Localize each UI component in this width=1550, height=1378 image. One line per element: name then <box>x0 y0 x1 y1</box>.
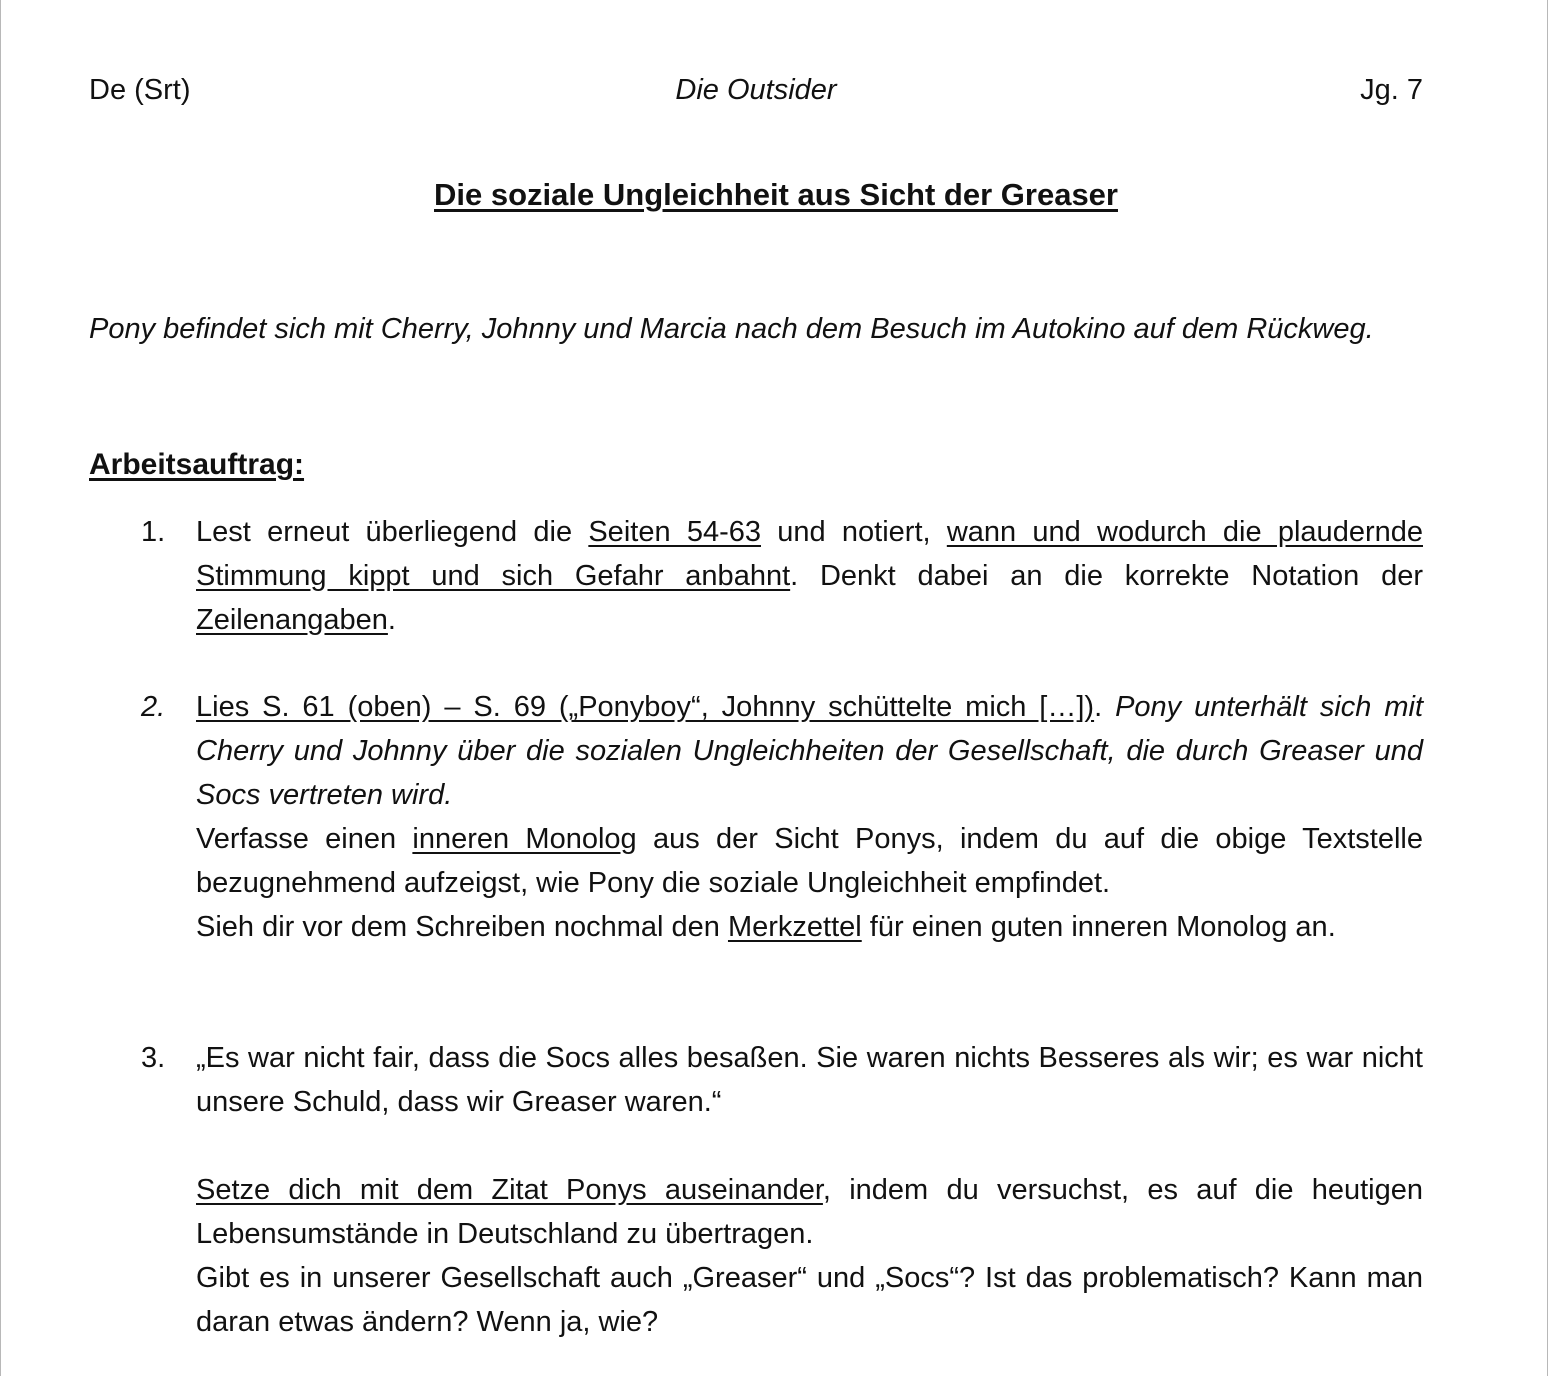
text: Sieh dir vor dem Schreiben nochmal den <box>196 911 728 943</box>
task-paragraph <box>196 905 1423 949</box>
page-header <box>89 72 1423 108</box>
quote-text: „Es war nicht fair, dass die Socs alles besaßen. Sie waren nichts Besseres als wir; es war nicht unsere Schuld, dass wir Greaser waren.“ <box>196 1042 1423 1118</box>
text: Gibt es in unserer Gesellschaft auch „Greaser“ und „Socs“? Ist das problematisch? Kann man daran etwas ändern? Wenn ja, wie? <box>196 1262 1423 1338</box>
task-body <box>196 510 1423 642</box>
text: Verfasse einen <box>196 823 413 855</box>
header-grade: Jg. 7 <box>1360 74 1423 106</box>
intro-text: Pony befindet sich mit Cherry, Johnny und Marcia nach dem Besuch im Autokino auf dem Rückweg. <box>89 313 1374 345</box>
task-number: 2. <box>141 691 166 723</box>
underlined-text: Zeilenangaben <box>196 604 388 636</box>
text: Lest erneut überliegend die <box>196 516 589 548</box>
text: . <box>1094 691 1116 723</box>
underlined-text: Merkzettel <box>727 911 862 943</box>
task-number: 1. <box>141 516 166 548</box>
text: und notiert, <box>761 516 947 548</box>
task-number: 3. <box>141 1042 166 1074</box>
header-subject: De (Srt) <box>89 74 191 106</box>
text: . Denkt dabei an die korrekte Notation der <box>790 560 1424 592</box>
task-paragraph <box>196 817 1423 905</box>
quote-paragraph <box>196 1036 1423 1124</box>
task-2 <box>141 685 1423 949</box>
text: . <box>387 604 396 636</box>
task-paragraph <box>196 1168 1423 1256</box>
underlined-text: Lies S. 61 (oben) – S. 69 („Ponyboy“, Johnny schüttelte mich […]) <box>196 691 1095 723</box>
text: für einen guten inneren Monolog an. <box>861 911 1336 943</box>
task-body <box>196 1036 1423 1344</box>
text: aus der Sicht Ponys, indem du auf die obige Textstelle bezugnehmend aufzeigst, wie Pony die soziale Ungleichheit empfindet. <box>196 823 1423 899</box>
task-3 <box>141 1036 1423 1344</box>
text: , indem du versuchst, es auf die heutigen Lebensumstände in Deutschland zu übertragen. <box>196 1174 1423 1250</box>
task-1 <box>141 510 1423 642</box>
underlined-text: Seiten 54-63 <box>588 516 761 548</box>
underlined-text: wann und wodurch die plaudernde Stimmung kippt und sich Gefahr anbahnt <box>196 516 1423 592</box>
worksheet-title: Die soziale Ungleichheit aus Sicht der Greaser <box>434 177 1118 212</box>
underlined-text: inneren Monolog <box>412 823 637 855</box>
spacer <box>196 1124 1423 1168</box>
task-paragraph <box>196 685 1423 817</box>
task-paragraph <box>196 510 1423 642</box>
italic-text: Pony unterhält sich mit Cherry und Johnny über die sozialen Ungleichheiten der Gesellschaft, die durch Greaser und Socs vertreten wird. <box>196 691 1423 811</box>
header-book-title: Die Outsider <box>675 74 837 106</box>
underlined-text: Setze dich mit dem Zitat Ponys auseinander <box>196 1174 823 1206</box>
task-paragraph <box>196 1256 1423 1344</box>
task-body <box>196 685 1423 949</box>
task-heading: Arbeitsauftrag: <box>89 448 305 481</box>
